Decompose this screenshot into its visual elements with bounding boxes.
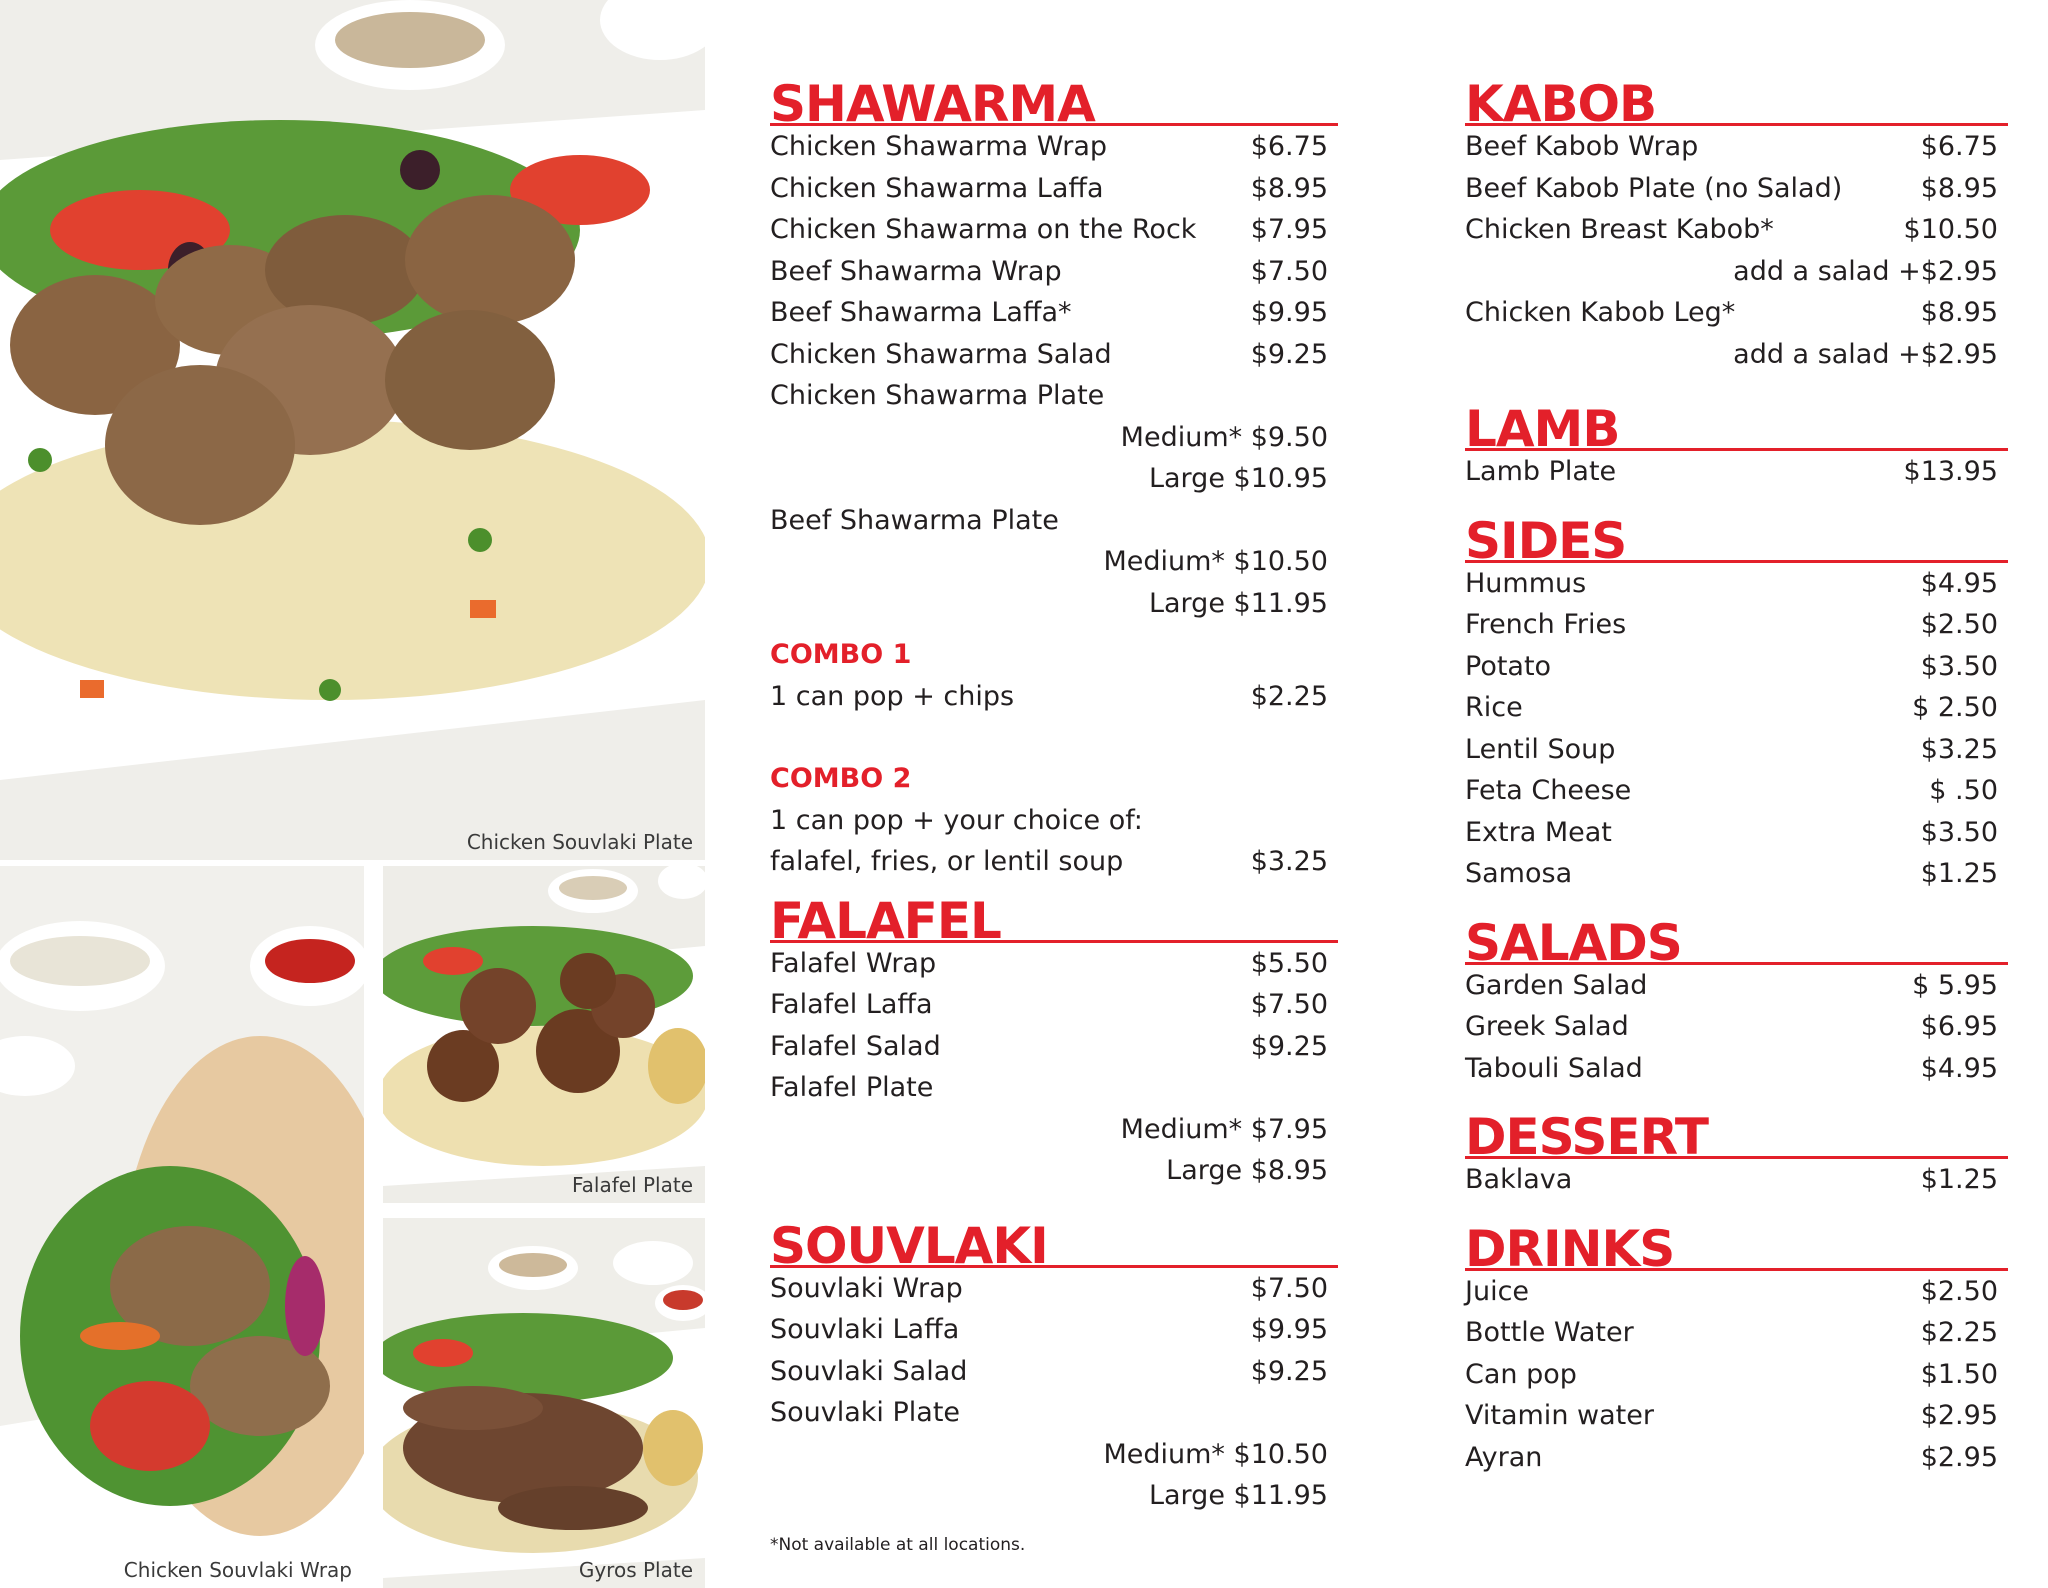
menu-item (770, 500, 1338, 542)
item-name: Lamb Plate (1465, 456, 1617, 487)
menu-item (1465, 1271, 2008, 1313)
item-name: Ayran (1465, 1441, 1543, 1473)
menu-item (1465, 770, 2008, 812)
menu-item (1465, 209, 2008, 251)
menu-item (1465, 812, 2008, 854)
item-price: $7.50 (1250, 1272, 1328, 1304)
item-price: $ 2.50 (1912, 692, 1998, 723)
menu-item (770, 1026, 1338, 1068)
item-price: $9.25 (1250, 1355, 1328, 1387)
menu-item (1465, 646, 2008, 688)
menu-item (770, 168, 1338, 210)
combo1-title: COMBO 1 (770, 639, 912, 670)
item-name: 1 can pop + chips (770, 681, 1015, 712)
item-price: Medium* $9.50 (1120, 421, 1328, 453)
section-heading-kabob: KABOB (1465, 66, 2008, 126)
item-price: $ 5.95 (1912, 969, 1998, 1001)
item-name: Beef Shawarma Wrap (770, 255, 1062, 287)
item-price: $8.95 (1250, 172, 1328, 204)
footnote: *Not available at all locations. (770, 1534, 1026, 1555)
item-price: $10.50 (1903, 214, 1998, 245)
item-price: $8.95 (1920, 172, 1998, 204)
menu-item (770, 984, 1338, 1026)
menu-item (770, 1475, 1338, 1517)
menu-item (770, 375, 1338, 417)
item-name: Baklava (1465, 1164, 1573, 1195)
menu-column-left (770, 66, 1338, 1555)
photo-caption: Falafel Plate (571, 1173, 693, 1197)
photo-caption: Chicken Souvlaki Wrap (123, 1558, 352, 1582)
item-price: $7.50 (1250, 255, 1328, 287)
item-name: Chicken Shawarma on the Rock (770, 214, 1197, 245)
item-price: $1.25 (1920, 1164, 1998, 1195)
item-price: Medium* $10.50 (1103, 1438, 1328, 1470)
item-price: Large $11.95 (1148, 587, 1328, 619)
item-name: Greek Salad (1465, 1011, 1629, 1042)
item-price: $1.50 (1920, 1358, 1998, 1390)
item-name: Extra Meat (1465, 816, 1612, 848)
menu-item (1465, 1437, 2008, 1479)
menu-item (770, 943, 1338, 985)
item-price: $13.95 (1903, 456, 1998, 487)
item-name: French Fries (1465, 609, 1627, 640)
menu-item (770, 1268, 1338, 1310)
menu-item (1465, 126, 2008, 168)
menu-item (770, 126, 1338, 168)
item-name: Garden Salad (1465, 969, 1648, 1001)
falafel-illustration (383, 866, 705, 1203)
menu-item (1465, 1048, 2008, 1090)
menu-item (770, 841, 1338, 883)
item-price: Large $10.95 (1148, 463, 1328, 494)
item-name: Beef Shawarma Plate (770, 504, 1059, 536)
item-price: $2.50 (1920, 609, 1998, 640)
item-price: $8.95 (1920, 297, 1998, 328)
menu-item (770, 1351, 1338, 1393)
item-name: Potato (1465, 650, 1552, 682)
item-price: Medium* $10.50 (1103, 546, 1328, 577)
item-price: Large $8.95 (1166, 1155, 1328, 1186)
item-price: $9.25 (1250, 338, 1328, 370)
item-price: $5.50 (1250, 947, 1328, 979)
item-name: Beef Kabob Wrap (1465, 131, 1699, 162)
item-price: $9.25 (1250, 1030, 1328, 1062)
item-price: add a salad +$2.95 (1733, 255, 1998, 287)
souvlaki-list (770, 1268, 1338, 1517)
item-name: Rice (1465, 692, 1523, 723)
item-name: Falafel Salad (770, 1030, 941, 1062)
wrap-illustration (0, 866, 364, 1588)
section-heading-falafel: FALAFEL (770, 883, 1338, 943)
section-heading-sides: SIDES (1465, 503, 2008, 563)
drinks-list (1465, 1271, 2008, 1479)
gyros-plate-photo (383, 1218, 705, 1588)
item-name: Juice (1465, 1275, 1530, 1307)
menu-item (770, 1150, 1338, 1192)
item-price: $6.95 (1920, 1011, 1998, 1042)
item-price: $9.95 (1250, 1314, 1328, 1345)
combo2-title: COMBO 2 (770, 762, 912, 794)
item-name: Tabouli Salad (1465, 1052, 1643, 1084)
menu-item (770, 676, 1338, 718)
item-name: Chicken Shawarma Wrap (770, 131, 1108, 162)
menu-item (770, 541, 1338, 583)
section-heading-souvlaki: SOUVLAKI (770, 1208, 1338, 1268)
section-heading-dessert: DESSERT (1465, 1099, 2008, 1159)
item-name: Hummus (1465, 567, 1587, 599)
photo-caption: Chicken Souvlaki Plate (466, 830, 693, 854)
item-name: Souvlaki Salad (770, 1355, 968, 1387)
menu-item (770, 458, 1338, 500)
menu-item (770, 1392, 1338, 1434)
item-price: $2.50 (1920, 1275, 1998, 1307)
chicken-souvlaki-plate-photo (0, 0, 705, 860)
item-price: $1.25 (1920, 858, 1998, 889)
section-heading-drinks: DRINKS (1465, 1211, 2008, 1271)
item-name: Vitamin water (1465, 1400, 1654, 1431)
item-name: Bottle Water (1465, 1317, 1634, 1348)
menu-item (770, 1309, 1338, 1351)
menu-item (1465, 563, 2008, 605)
menu-item (1465, 1006, 2008, 1048)
lamb-list (1465, 451, 2008, 493)
photo-caption: Gyros Plate (578, 1558, 693, 1582)
item-name: Beef Kabob Plate (no Salad) (1465, 172, 1843, 204)
menu-item (770, 251, 1338, 293)
item-name: Chicken Breast Kabob* (1465, 214, 1774, 245)
menu-item (770, 1067, 1338, 1109)
item-name: 1 can pop + your choice of: (770, 804, 1143, 836)
item-name: Falafel Wrap (770, 947, 937, 979)
sides-list (1465, 563, 2008, 895)
chicken-plate-illustration (0, 0, 705, 860)
dessert-list (1465, 1159, 2008, 1201)
item-name: Samosa (1465, 858, 1573, 889)
item-price: $9.95 (1250, 297, 1328, 328)
section-heading-shawarma: SHAWARMA (770, 66, 1338, 126)
item-price: $6.75 (1920, 131, 1998, 162)
menu-item (1465, 853, 2008, 895)
menu-item (770, 292, 1338, 334)
menu-item (770, 209, 1338, 251)
item-price: $3.25 (1920, 733, 1998, 765)
item-name: Chicken Shawarma Laffa (770, 172, 1104, 204)
item-price: $2.25 (1920, 1317, 1998, 1348)
chicken-souvlaki-wrap-photo (0, 866, 364, 1588)
item-name: Souvlaki Laffa (770, 1314, 960, 1345)
falafel-list (770, 943, 1338, 1192)
item-price: $4.95 (1920, 567, 1998, 599)
menu-item (770, 1109, 1338, 1151)
item-price: $2.25 (1250, 681, 1328, 712)
item-name: Falafel Plate (770, 1072, 934, 1103)
item-price: $ .50 (1929, 775, 1998, 806)
item-name: falafel, fries, or lentil soup (770, 846, 1124, 877)
item-price: $3.25 (1250, 846, 1328, 877)
menu-item (1465, 965, 2008, 1007)
item-name: Chicken Kabob Leg* (1465, 297, 1736, 328)
menu-item (770, 417, 1338, 459)
menu-item (770, 334, 1338, 376)
menu-item (1465, 1159, 2008, 1201)
menu-item (1465, 251, 2008, 293)
item-price: $7.50 (1250, 989, 1328, 1020)
shawarma-list (770, 126, 1338, 624)
item-name: Souvlaki Plate (770, 1397, 961, 1428)
menu-item (1465, 687, 2008, 729)
item-price: Medium* $7.95 (1120, 1113, 1328, 1145)
menu-item (1465, 1354, 2008, 1396)
item-price: add a salad +$2.95 (1733, 338, 1998, 370)
menu-item (770, 583, 1338, 625)
item-price: $3.50 (1920, 816, 1998, 848)
item-name: Beef Shawarma Laffa* (770, 297, 1072, 328)
item-name: Falafel Laffa (770, 989, 933, 1020)
kabob-list (1465, 126, 2008, 375)
item-price: Large $11.95 (1148, 1480, 1328, 1511)
item-price: $3.50 (1920, 650, 1998, 682)
item-price: $2.95 (1920, 1441, 1998, 1473)
salads-list (1465, 965, 2008, 1090)
menu-column-right (1465, 66, 2008, 1478)
menu-item (1465, 1312, 2008, 1354)
item-price: $2.95 (1920, 1400, 1998, 1431)
item-name: Lentil Soup (1465, 733, 1616, 765)
item-name: Souvlaki Wrap (770, 1272, 963, 1304)
menu-item (1465, 604, 2008, 646)
menu-item (1465, 729, 2008, 771)
item-name: Can pop (1465, 1358, 1577, 1390)
item-name: Feta Cheese (1465, 775, 1632, 806)
menu-item (770, 800, 1338, 842)
gyros-illustration (383, 1218, 705, 1588)
item-price: $6.75 (1250, 131, 1328, 162)
menu-item (1465, 292, 2008, 334)
section-heading-lamb: LAMB (1465, 391, 2008, 451)
menu-item (770, 1434, 1338, 1476)
item-price: $7.95 (1250, 214, 1328, 245)
item-price: $4.95 (1920, 1052, 1998, 1084)
menu-item (1465, 168, 2008, 210)
item-name: Chicken Shawarma Salad (770, 338, 1112, 370)
item-name: Chicken Shawarma Plate (770, 380, 1105, 411)
menu-item (1465, 451, 2008, 493)
menu-item (1465, 334, 2008, 376)
menu-item (1465, 1395, 2008, 1437)
section-heading-salads: SALADS (1465, 905, 2008, 965)
falafel-plate-photo (383, 866, 705, 1203)
